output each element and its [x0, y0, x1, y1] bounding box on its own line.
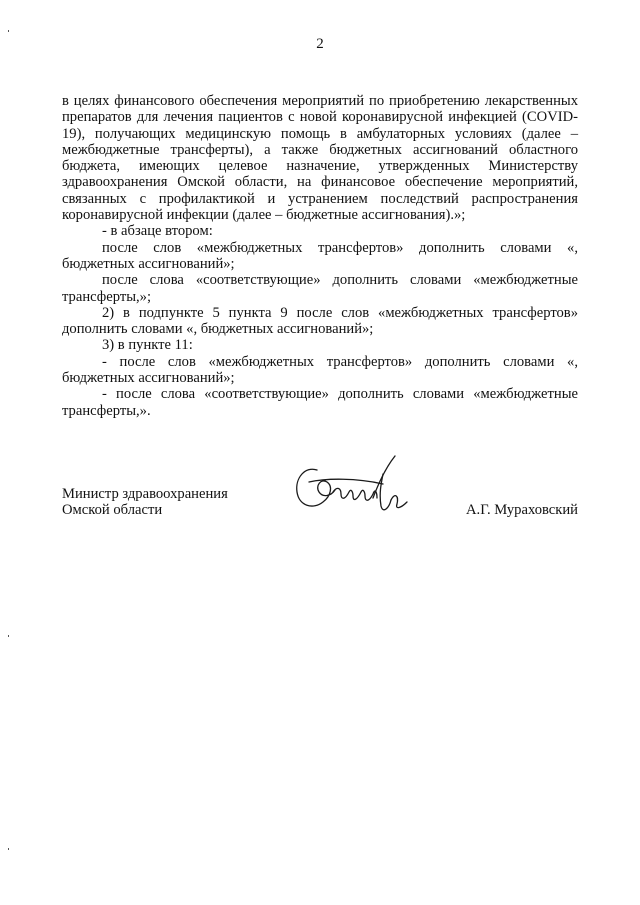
signer-title-line-2: Омской области [62, 502, 163, 519]
paragraph-8: - после слова «соответствующие» дополнить словами «межбюджетные трансферты,». [62, 386, 578, 419]
paragraph-7: - после слов «межбюджетных трансфертов» дополнить словами «, бюджетных ассигнований»; [62, 353, 578, 387]
signer-name: А.Г. Мураховский [466, 502, 578, 518]
paragraph-1: в целях финансового обеспечения мероприятий по приобретению лекарственных препаратов для лечения пациентов с новой коронавирусной инфекцией (COVID-19), получающих медицинскую помощь в амбулаторных условиях (далее – межбюджетные трансферты), а также бюджетных ассигнований областного бюджета, имеющих целевое назначение, утвержденных Министерству здравоохранения Омской области, на финансовое обеспечение мероприятий, связанных с профилактикой и устранением последствий распространения коронавирусной инфекции (далее – бюджетные ассигнования).»; [62, 93, 578, 224]
signer-title [62, 486, 228, 519]
scan-mark-top [8, 30, 9, 32]
page-number: 2 [316, 36, 324, 52]
scan-mark-bottom [8, 848, 9, 850]
scan-mark-middle [8, 635, 9, 637]
document-body [62, 93, 578, 419]
paragraph-5: 2) в подпункте 5 пункта 9 после слов «межбюджетных трансфертов» дополнить словами «, бюджетных ассигнований»; [62, 304, 578, 338]
paragraph-3: после слов «межбюджетных трансфертов» дополнить словами «, бюджетных ассигнований»; [62, 239, 578, 272]
signature-block [62, 486, 578, 536]
signer-title-line-1: Министр здравоохранения [62, 486, 228, 502]
handwritten-signature [287, 452, 417, 524]
paragraph-6: 3) в пункте 11: [102, 337, 193, 354]
paragraph-2: - в абзаце втором: [102, 223, 213, 240]
paragraph-4: после слова «соответствующие» дополнить словами «межбюджетные трансферты,»; [62, 272, 578, 305]
